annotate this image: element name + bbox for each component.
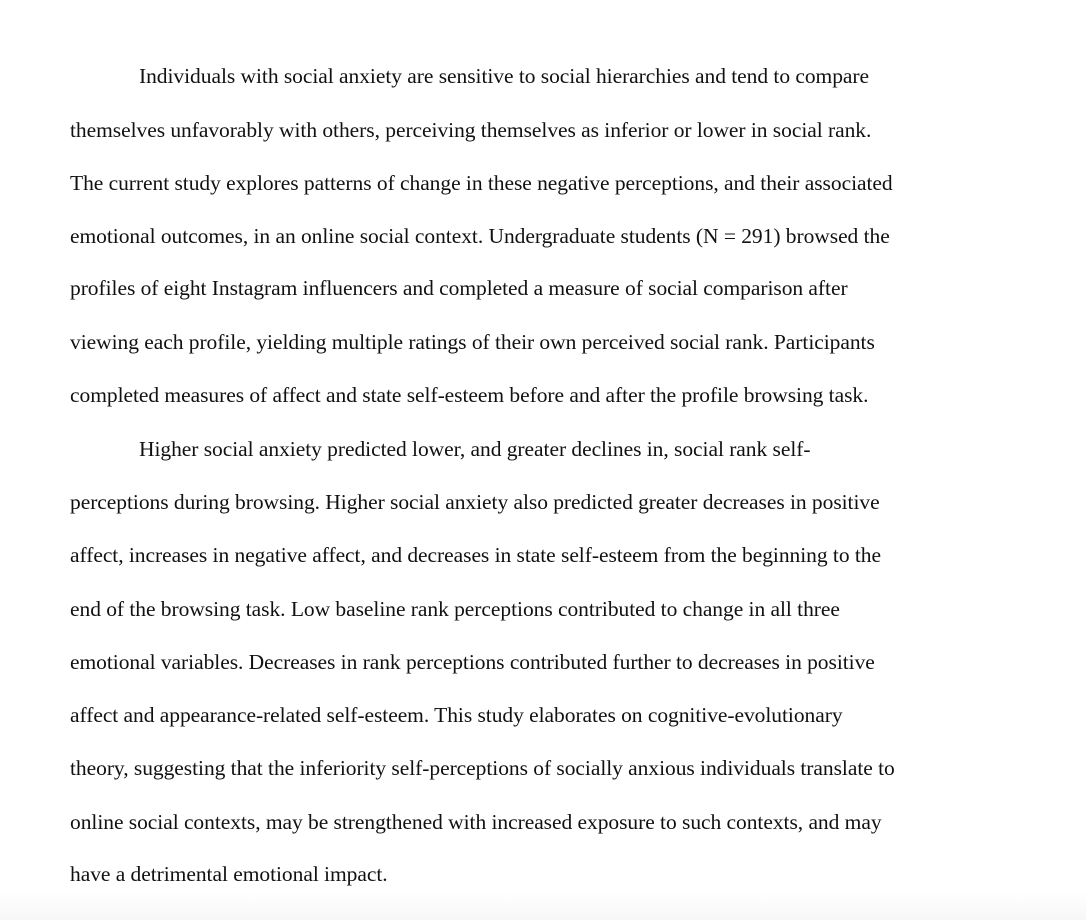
- text-line: affect and appearance-related self-esteem. This study elaborates on cognitive-evolutionary: [70, 703, 843, 727]
- text-line: completed measures of affect and state self-esteem before and after the profile browsing task.: [70, 383, 869, 407]
- text-line: themselves unfavorably with others, perceiving themselves as inferior or lower in social rank.: [70, 118, 872, 142]
- text-line: The current study explores patterns of change in these negative perceptions, and their associated: [70, 171, 893, 195]
- text-line: theory, suggesting that the inferiority self-perceptions of socially anxious individuals translate to: [70, 756, 895, 780]
- text-line: Higher social anxiety predicted lower, and greater declines in, social rank self-: [139, 437, 811, 461]
- text-line: profiles of eight Instagram influencers and completed a measure of social comparison after: [70, 276, 848, 300]
- text-line: have a detrimental emotional impact.: [70, 862, 388, 886]
- text-line: viewing each profile, yielding multiple ratings of their own perceived social rank. Participants: [70, 330, 875, 354]
- text-line: end of the browsing task. Low baseline rank perceptions contributed to change in all three: [70, 597, 840, 621]
- text-line: Individuals with social anxiety are sensitive to social hierarchies and tend to compare: [139, 64, 869, 88]
- text-line: perceptions during browsing. Higher social anxiety also predicted greater decreases in positive: [70, 490, 880, 514]
- text-line: emotional outcomes, in an online social context. Undergraduate students (N = 291) browsed the: [70, 224, 890, 248]
- page-bottom-edge: [0, 892, 1086, 920]
- text-line: affect, increases in negative affect, and decreases in state self-esteem from the beginning to the: [70, 543, 881, 567]
- text-line: emotional variables. Decreases in rank perceptions contributed further to decreases in positive: [70, 650, 875, 674]
- text-line: online social contexts, may be strengthened with increased exposure to such contexts, and may: [70, 810, 882, 834]
